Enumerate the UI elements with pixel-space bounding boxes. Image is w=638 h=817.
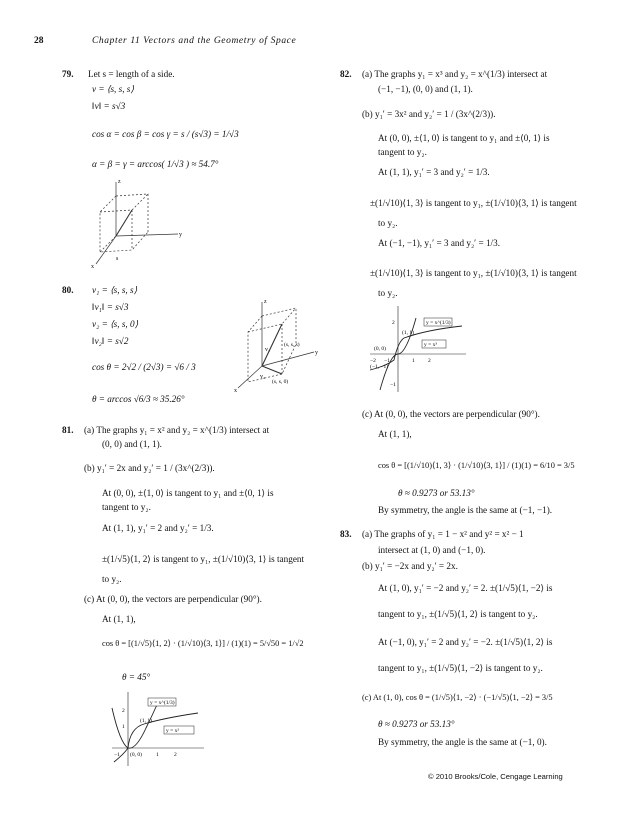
fig80-v1-label: v₁ <box>265 347 271 353</box>
fig81-point-11: (1, 1) <box>140 718 152 724</box>
p83-a-line-1: (a) The graphs of y₁ = 1 − x² and y² = x² − 1 <box>362 529 524 539</box>
fig79-z-label: z <box>118 179 121 185</box>
fig82-label-y2: y = x^(1/3) <box>426 320 451 326</box>
fig80-x-label: x <box>234 388 237 394</box>
fig80-z-label: z <box>264 299 267 305</box>
p82-b-line-4: At (1, 1), y₁′ = 3 and y₂′ = 1/3. <box>378 167 490 177</box>
p81-a-line-2: (0, 0) and (1, 1). <box>102 439 162 449</box>
problem-79-number: 79. <box>62 69 74 79</box>
x-axis <box>238 366 262 388</box>
p81-c-line-1: (c) At (0, 0), the vectors are perpendicular (90°). <box>84 594 262 604</box>
p80-line-4: ‖v₂‖ = s√2 <box>92 336 129 346</box>
fig81-tick-xm1: −1 <box>114 752 120 758</box>
p82-b-line-5: ±(1/√10)⟨1, 3⟩ is tangent to y₁, ±(1/√10)⟨3, 1⟩ is tangent <box>370 198 577 208</box>
fig80-point-sss: (s, s, s) <box>284 342 300 348</box>
fig82-tick-x2: 2 <box>428 358 431 364</box>
p81-b-line-5: ±(1/√5)⟨1, 2⟩ is tangent to y₁, ±(1/√10)⟨3, 1⟩ is tangent <box>102 554 305 564</box>
fig80-point-ss0: (s, s, 0) <box>272 379 289 385</box>
p80-line-1: v₁ = ⟨s, s, s⟩ <box>92 285 138 295</box>
fig82-tick-xm2: −2 <box>370 358 376 364</box>
p79-line-2: v = ⟨s, s, s⟩ <box>92 84 134 94</box>
fig81-tick-x2: 2 <box>174 752 177 758</box>
fig82-tick-x1: 1 <box>412 358 415 364</box>
p82-c-line-5: By symmetry, the angle is the same at (−1, −1). <box>378 505 553 515</box>
fig81-label-y1: y = x² <box>166 728 180 734</box>
p83-b-line-2: At (1, 0), y₁′ = −2 and y₂′ = 2. ±(1/√5)⟨1, −2⟩ is <box>378 583 553 593</box>
p83-b-line-1: (b) y₁′ = −2x and y₂′ = 2x. <box>362 561 458 571</box>
p79-line-1: Let s = length of a side. <box>88 69 175 79</box>
copyright-footer: © 2010 Brooks/Cole, Cengage Learning <box>428 772 563 781</box>
p82-c-line-4: θ ≈ 0.9273 or 53.13° <box>398 488 475 498</box>
figure-82-graph <box>366 302 470 396</box>
fig79-y-label: y <box>179 232 182 238</box>
p81-c-line-4: θ = 45° <box>122 672 151 682</box>
p81-b-line-3: tangent to y₂. <box>102 502 151 512</box>
p83-a-line-2: intersect at (1, 0) and (−1, 0). <box>378 545 486 555</box>
p81-c-line-3: cos θ = [(1/√5)⟨1, 2⟩ · (1/√10)⟨3, 1⟩] / (1)(1) = 5/√50 = 1/√2 <box>102 639 304 648</box>
fig81-label-y2: y = x^(1/3) <box>150 700 175 706</box>
y-axis <box>262 352 314 366</box>
p83-c-line-1: (c) At (1, 0), cos θ = (1/√5)⟨1, −2⟩ · (−1/√5)⟨1, −2⟩ = 3/5 <box>362 693 553 702</box>
p82-a-line-2: (−1, −1), (0, 0) and (1, 1). <box>378 84 473 94</box>
p79-line-4: cos α = cos β = cos γ = s / (s√3) = 1/√3 <box>92 129 239 139</box>
p83-b-line-4: At (−1, 0), y₁′ = 2 and y₂′ = −2. ±(1/√5)⟨1, 2⟩ is <box>378 637 553 647</box>
p82-a-line-1: (a) The graphs y₁ = x³ and y₂ = x^(1/3) intersect at <box>362 69 548 79</box>
fig81-tick-x1: 1 <box>156 752 159 758</box>
p80-line-2: ‖v₁‖ = s√3 <box>92 302 129 312</box>
p79-line-5: α = β = γ = arccos( 1/√3 ) ≈ 54.7° <box>92 159 219 169</box>
figure-81-graph <box>108 688 208 770</box>
figure-80-cube <box>232 296 324 408</box>
fig82-point-00: (0, 0) <box>374 346 386 352</box>
p82-b-line-9: to y₂. <box>378 288 398 298</box>
problem-81-number: 81. <box>62 425 74 435</box>
problem-83-number: 83. <box>340 529 352 539</box>
p82-c-line-1: (c) At (0, 0), the vectors are perpendicular (90°). <box>362 409 540 419</box>
p83-b-line-5: tangent to y₁, ±(1/√5)⟨1, −2⟩ is tangent to y₂. <box>378 663 543 673</box>
fig82-tick-y2: 2 <box>392 320 395 326</box>
p82-c-line-2: At (1, 1), <box>378 429 412 439</box>
fig82-label-y1: y = x³ <box>424 342 438 348</box>
p82-b-line-7: At (−1, −1), y₁′ = 3 and y₂′ = 1/3. <box>378 238 500 248</box>
p82-b-line-6: to y₂. <box>378 218 398 228</box>
p81-b-line-2: At (0, 0), ±⟨1, 0⟩ is tangent to y₁ and ±⟨0, 1⟩ is <box>102 488 274 498</box>
p82-b-line-1: (b) y₁′ = 3x² and y₂′ = 1 / (3x^(2/3)). <box>362 109 496 119</box>
x-axis <box>96 236 116 264</box>
problem-82-number: 82. <box>340 69 352 79</box>
fig81-tick-y1: 1 <box>122 724 125 730</box>
fig81-point-00: (0, 0) <box>130 752 142 758</box>
p83-b-line-3: tangent to y₁, ±(1/√5)⟨1, 2⟩ is tangent to y₂. <box>378 609 538 619</box>
p81-a-line-1: (a) The graphs y₁ = x² and y₂ = x^(1/3) intersect at <box>84 425 270 435</box>
fig82-tick-xm1: −1 <box>384 358 390 364</box>
p80-line-5: cos θ = 2√2 / (2√3) = √6 / 3 <box>92 362 196 372</box>
p80-line-3: v₂ = ⟨s, s, 0⟩ <box>92 319 139 329</box>
fig79-x-label: x <box>91 264 94 270</box>
fig80-v2-label: v₂ <box>260 374 266 380</box>
v2-vector <box>262 366 282 374</box>
problem-80-number: 80. <box>62 285 74 295</box>
page-number: 28 <box>34 36 44 46</box>
diagonal-vector <box>116 210 132 236</box>
figure-79-cube <box>86 174 186 274</box>
p83-c-line-3: By symmetry, the angle is the same at (−1, 0). <box>378 737 547 747</box>
p81-c-line-2: At (1, 1), <box>102 614 136 624</box>
fig82-point-m1m1: (−1, −1) <box>370 364 389 370</box>
fig82-point-11: (1, 1) <box>402 330 414 336</box>
fig82-tick-ym1: −1 <box>390 382 396 388</box>
p82-b-line-8: ±(1/√10)⟨1, 3⟩ is tangent to y₁, ±(1/√10)⟨3, 1⟩ is tangent <box>370 268 577 278</box>
fig81-tick-y2: 2 <box>122 708 125 714</box>
p82-c-line-3: cos θ = [(1/√10)⟨1, 3⟩ · (1/√10)⟨3, 1⟩] / (1)(1) = 6/10 = 3/5 <box>378 461 575 470</box>
fig80-y-label: y <box>315 350 318 356</box>
p82-b-line-3: tangent to y₂. <box>378 147 427 157</box>
p83-c-line-2: θ ≈ 0.9273 or 53.13° <box>378 719 455 729</box>
p81-b-line-1: (b) y₁′ = 2x and y₂′ = 1 / (3x^(2/3)). <box>84 463 215 473</box>
y-axis <box>116 234 178 236</box>
p81-b-line-4: At (1, 1), y₁′ = 2 and y₂′ = 1/3. <box>102 523 214 533</box>
p79-line-3: ‖v‖ = s√3 <box>92 101 126 111</box>
p82-b-line-2: At (0, 0), ±⟨1, 0⟩ is tangent to y₁ and ±⟨0, 1⟩ is <box>378 133 550 143</box>
p80-line-6: θ = arccos √6/3 ≈ 35.26° <box>92 394 185 404</box>
fig79-s-label: s <box>116 256 119 262</box>
v1-vector <box>262 324 282 366</box>
chapter-title: Chapter 11 Vectors and the Geometry of Space <box>92 36 297 46</box>
p81-b-line-6: to y₂. <box>102 574 122 584</box>
